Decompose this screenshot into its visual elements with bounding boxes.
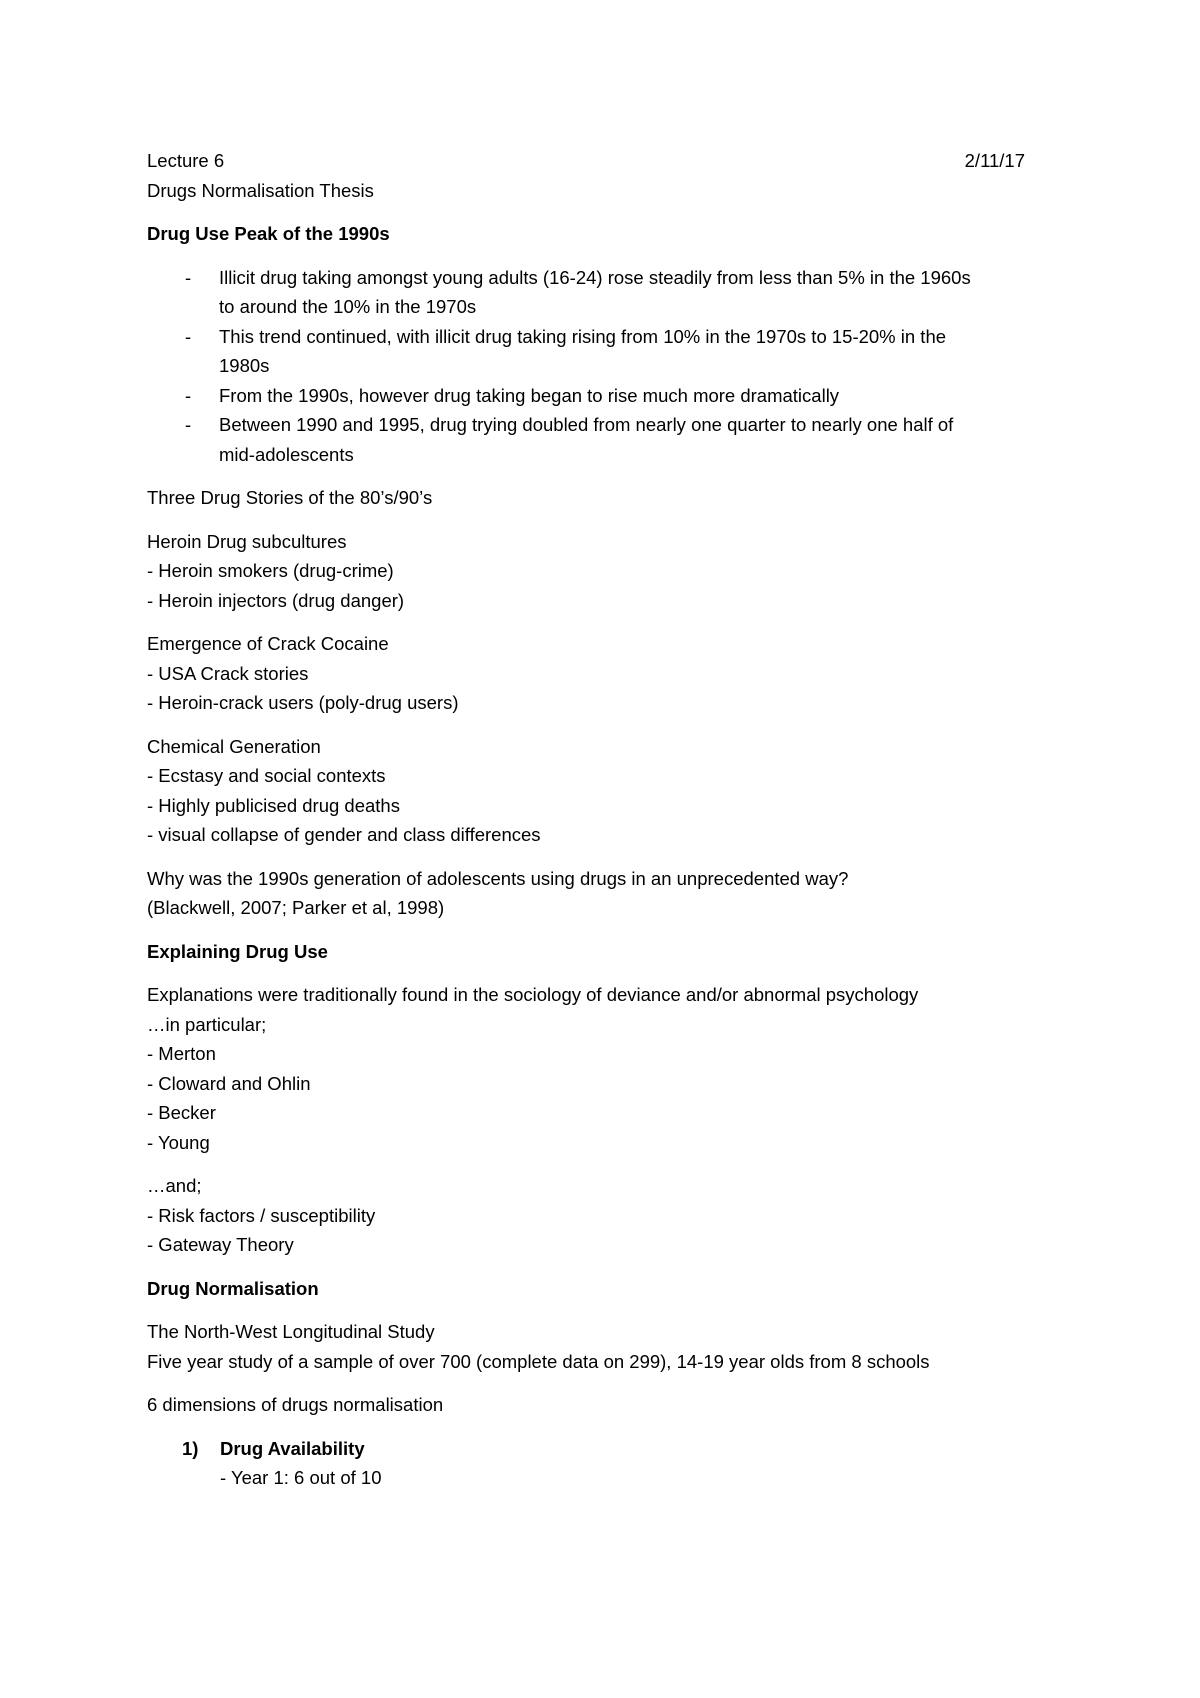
theorist-item: - Cloward and Ohlin (147, 1072, 311, 1094)
section-heading-normalisation: Drug Normalisation (147, 1277, 319, 1299)
item-title: Drug Availability (220, 1437, 365, 1459)
numbered-item (147, 1434, 1047, 1493)
dash-marker: - (185, 414, 192, 435)
citation: (Blackwell, 2007; Parker et al, 1998) (147, 897, 445, 918)
bullet-item (147, 322, 1047, 381)
drug-use-bullet-list (147, 263, 1047, 470)
study-title: The North-West Longitudinal Study (147, 1321, 435, 1342)
item-detail: - Year 1: 6 out of 10 (220, 1467, 382, 1488)
stories-title: Three Drug Stories of the 80’s/90’s (147, 487, 433, 508)
theorist-item: - Merton (147, 1043, 216, 1064)
bullet-text: Between 1990 and 1995, drug trying doubled from nearly one quarter to nearly one half of (219, 414, 954, 435)
bullet-item (147, 410, 1047, 469)
lecture-date: 2/11/17 (964, 150, 1025, 171)
story-item: - Heroin-crack users (poly-drug users) (147, 692, 459, 713)
research-question: Why was the 1990s generation of adolescents using drugs in an unprecedented way? (147, 867, 849, 889)
bullet-item (147, 263, 1047, 322)
document-body (147, 146, 1047, 1493)
bullet-text: mid-adolescents (219, 443, 354, 465)
item-number: 1) (182, 1437, 199, 1459)
story-item: - USA Crack stories (147, 662, 309, 684)
and-label: …and; (147, 1175, 202, 1196)
lecture-label: Lecture 6 (147, 150, 225, 171)
section-heading-explaining: Explaining Drug Use (147, 940, 328, 962)
theorist-item: - Young (147, 1131, 210, 1153)
story-item: - Highly publicised drug deaths (147, 794, 400, 816)
dash-marker: - (185, 384, 192, 406)
story-heading-heroin: Heroin Drug subcultures (147, 530, 347, 552)
in-particular-label: …in particular; (147, 1013, 267, 1035)
dash-marker: - (185, 325, 192, 347)
bullet-text: Illicit drug taking amongst young adults (16-24) rose steadily from less than 5% in the 1960s (219, 266, 971, 288)
study-description: Five year study of a sample of over 700 (complete data on 299), 14-19 year olds from 8 schools (147, 1350, 930, 1372)
dimensions-intro: 6 dimensions of drugs normalisation (147, 1394, 444, 1415)
theorist-item: - Becker (147, 1102, 216, 1123)
section-heading-drug-use-peak: Drug Use Peak of the 1990s (147, 223, 390, 244)
bullet-text: to around the 10% in the 1970s (219, 296, 477, 317)
story-heading-crack: Emergence of Crack Cocaine (147, 633, 389, 654)
bullet-text: 1980s (219, 355, 270, 376)
theory-item: - Risk factors / susceptibility (147, 1204, 376, 1226)
story-heading-chemical: Chemical Generation (147, 735, 321, 757)
story-item: - Heroin injectors (drug danger) (147, 589, 405, 611)
header-row (147, 146, 1025, 176)
document-subtitle: Drugs Normalisation Thesis (147, 179, 374, 201)
story-item: - Ecstasy and social contexts (147, 765, 386, 786)
theory-item: - Gateway Theory (147, 1234, 294, 1255)
bullet-text: From the 1990s, however drug taking began to rise much more dramatically (219, 384, 840, 406)
story-item: - Heroin smokers (drug-crime) (147, 560, 394, 581)
bullet-text: This trend continued, with illicit drug taking rising from 10% in the 1970s to 15-20% in the (219, 325, 947, 347)
bullet-item (147, 381, 1047, 411)
explanations-intro: Explanations were traditionally found in the sociology of deviance and/or abnormal psychology (147, 984, 919, 1005)
dash-marker: - (185, 266, 192, 288)
story-item: - visual collapse of gender and class differences (147, 824, 541, 845)
